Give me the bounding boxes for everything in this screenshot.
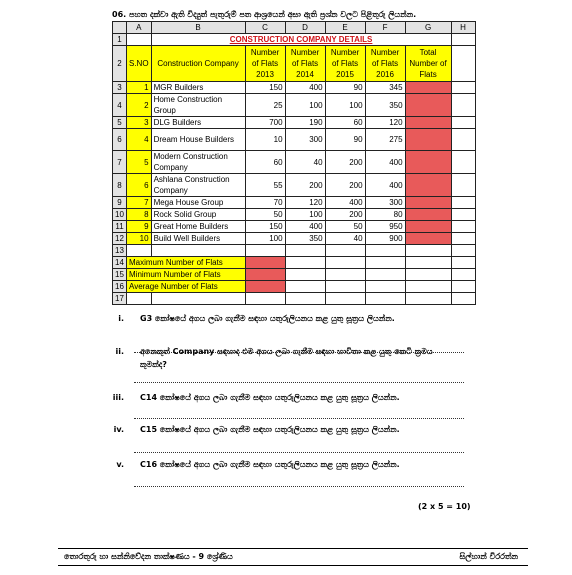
row-header-16[interactable]: 16 bbox=[113, 281, 127, 293]
cell-flats-2014[interactable]: 300 bbox=[285, 129, 325, 151]
cell-company[interactable]: DLG Builders bbox=[151, 117, 245, 129]
cell-flats-2014[interactable]: 100 bbox=[285, 209, 325, 221]
table-row bbox=[113, 174, 476, 197]
cell-flats-2015[interactable]: 50 bbox=[325, 221, 365, 233]
question-text: අනෙකුත් Company සඳහාද එම අගය ලබා ගැනීම සඳහා භාවිතා කළ යුතු කෙටි ක්‍රමය කුමක්ද? bbox=[140, 347, 433, 369]
column-header-e[interactable]: E bbox=[325, 22, 365, 34]
question-number: iv. bbox=[113, 425, 124, 434]
column-header-g[interactable]: G bbox=[405, 22, 451, 34]
cell-sno[interactable]: 5 bbox=[127, 151, 152, 174]
table-row bbox=[113, 233, 476, 245]
cell-flats-2015[interactable]: 90 bbox=[325, 82, 365, 94]
cell-company[interactable]: Mega House Group bbox=[151, 197, 245, 209]
row-header[interactable]: 6 bbox=[113, 129, 127, 151]
cell-e14[interactable] bbox=[325, 257, 365, 269]
cell-total-flats[interactable] bbox=[405, 151, 451, 174]
summary-row-avg bbox=[113, 281, 476, 293]
page-footer bbox=[58, 548, 528, 566]
cell-a1[interactable] bbox=[127, 34, 152, 46]
row-header[interactable]: 3 bbox=[113, 82, 127, 94]
cell-flats-2013[interactable]: 55 bbox=[245, 174, 285, 197]
cell-e16[interactable] bbox=[325, 281, 365, 293]
row-header-17[interactable]: 17 bbox=[113, 293, 127, 305]
sheet-row-1 bbox=[113, 34, 476, 46]
min-flats-label[interactable]: Minimum Number of Flats bbox=[127, 269, 246, 281]
cell-flats-2013[interactable]: 50 bbox=[245, 209, 285, 221]
cell-company[interactable]: Ashlana Construction Company bbox=[151, 174, 245, 197]
cell-company[interactable]: Home Construction Group bbox=[151, 94, 245, 117]
question-title: 06. පහත දක්වා ඇති විද්‍යුත් පැතුරුම් පත ආශ්‍රයෙන් අසා ඇති ප්‍රශ්න වලට පිළිතුරු ලියන්න. bbox=[112, 10, 417, 19]
cell-total-flats[interactable] bbox=[405, 82, 451, 94]
question-text: G3 කෝෂයේ අගය ලබා ගැනීම සඳහා යතුරුලියනය කළ යුතු සූත්‍රය ලියන්න. bbox=[140, 314, 395, 323]
cell-a17[interactable] bbox=[127, 293, 152, 305]
cell-d16[interactable] bbox=[285, 281, 325, 293]
header-total-flats[interactable]: Total Number of Flats bbox=[405, 46, 451, 82]
footer-subject: තොරතුරු හා සන්නිවේදන තාක්ෂණය - 9 ශ්‍රේණිය bbox=[64, 552, 233, 561]
column-header-b[interactable]: B bbox=[151, 22, 245, 34]
cell-flats-2013[interactable]: 25 bbox=[245, 94, 285, 117]
cell-flats-2014[interactable]: 400 bbox=[285, 221, 325, 233]
max-flats-label[interactable]: Maximum Number of Flats bbox=[127, 257, 246, 269]
row-header[interactable]: 7 bbox=[113, 151, 127, 174]
cell-flats-2014[interactable]: 100 bbox=[285, 94, 325, 117]
cell-total-flats[interactable] bbox=[405, 129, 451, 151]
cell-flats-2014[interactable]: 350 bbox=[285, 233, 325, 245]
cell-total-flats[interactable] bbox=[405, 197, 451, 209]
cell-h[interactable] bbox=[451, 197, 475, 209]
cell-flats-2016[interactable]: 350 bbox=[365, 94, 405, 117]
cell-sno[interactable]: 10 bbox=[127, 233, 152, 245]
cell-flats-2013[interactable]: 150 bbox=[245, 82, 285, 94]
cell-h13[interactable] bbox=[451, 245, 475, 257]
cell-h[interactable] bbox=[451, 94, 475, 117]
cell-flats-2015[interactable]: 90 bbox=[325, 129, 365, 151]
footer-author: සිල්හාන් වීරරත්න bbox=[459, 552, 518, 561]
cell-h14[interactable] bbox=[451, 257, 475, 269]
cell-c15[interactable] bbox=[245, 269, 285, 281]
question-text: C16 කෝෂයේ අගය ලබා ගැනීම සඳහා යතුරුලියනය කළ යුතු සූත්‍රය ලියන්න. bbox=[140, 460, 400, 469]
cell-flats-2013[interactable]: 10 bbox=[245, 129, 285, 151]
cell-total-flats[interactable] bbox=[405, 233, 451, 245]
cell-flats-2016[interactable]: 345 bbox=[365, 82, 405, 94]
row-header-14[interactable]: 14 bbox=[113, 257, 127, 269]
row-header[interactable]: 5 bbox=[113, 117, 127, 129]
cell-h17[interactable] bbox=[451, 293, 475, 305]
cell-g17[interactable] bbox=[405, 293, 451, 305]
column-header-h[interactable]: H bbox=[451, 22, 475, 34]
cell-flats-2016[interactable]: 120 bbox=[365, 117, 405, 129]
cell-total-flats[interactable] bbox=[405, 174, 451, 197]
question-text: C14 කෝෂයේ අගය ලබා ගැනීම සඳහා යතුරුලියනය කළ යුතු සූත්‍රය ලියන්න. bbox=[140, 393, 400, 402]
cell-flats-2013[interactable]: 60 bbox=[245, 151, 285, 174]
cell-total-flats[interactable] bbox=[405, 94, 451, 117]
cell-a13[interactable] bbox=[127, 245, 152, 257]
cell-flats-2013[interactable]: 70 bbox=[245, 197, 285, 209]
column-header-f[interactable]: F bbox=[365, 22, 405, 34]
table-row bbox=[113, 221, 476, 233]
question-number: i. bbox=[118, 314, 124, 323]
cell-c17[interactable] bbox=[245, 293, 285, 305]
header-flats-2013[interactable]: Number of Flats 2013 bbox=[245, 46, 285, 82]
header-flats-2016[interactable]: Number of Flats 2016 bbox=[365, 46, 405, 82]
header-row bbox=[113, 46, 476, 82]
cell-g13[interactable] bbox=[405, 245, 451, 257]
cell-d17[interactable] bbox=[285, 293, 325, 305]
sheet-row-13 bbox=[113, 245, 476, 257]
cell-h[interactable] bbox=[451, 151, 475, 174]
question-number: iii. bbox=[112, 393, 124, 402]
cell-flats-2014[interactable]: 190 bbox=[285, 117, 325, 129]
cell-h2[interactable] bbox=[451, 46, 475, 82]
cell-c16[interactable] bbox=[245, 281, 285, 293]
cell-f16[interactable] bbox=[365, 281, 405, 293]
row-header[interactable]: 11 bbox=[113, 221, 127, 233]
cell-flats-2016[interactable]: 400 bbox=[365, 151, 405, 174]
cell-total-flats[interactable] bbox=[405, 221, 451, 233]
cell-sno[interactable]: 2 bbox=[127, 94, 152, 117]
cell-h[interactable] bbox=[451, 209, 475, 221]
cell-e17[interactable] bbox=[325, 293, 365, 305]
table-row bbox=[113, 117, 476, 129]
answer-line[interactable] bbox=[134, 452, 464, 453]
row-header[interactable]: 9 bbox=[113, 197, 127, 209]
cell-total-flats[interactable] bbox=[405, 117, 451, 129]
cell-d14[interactable] bbox=[285, 257, 325, 269]
header-company[interactable]: Construction Company bbox=[151, 46, 245, 82]
cell-flats-2015[interactable]: 100 bbox=[325, 94, 365, 117]
question-number: ii. bbox=[115, 347, 124, 356]
cell-flats-2014[interactable]: 200 bbox=[285, 174, 325, 197]
row-header[interactable]: 4 bbox=[113, 94, 127, 117]
cell-f13[interactable] bbox=[365, 245, 405, 257]
cell-h[interactable] bbox=[451, 117, 475, 129]
select-all-corner[interactable] bbox=[113, 22, 127, 34]
cell-d15[interactable] bbox=[285, 269, 325, 281]
question-number: v. bbox=[116, 460, 124, 469]
cell-g15[interactable] bbox=[405, 269, 451, 281]
cell-company[interactable]: Build Well Builders bbox=[151, 233, 245, 245]
cell-company[interactable]: Dream House Builders bbox=[151, 129, 245, 151]
cell-flats-2014[interactable]: 400 bbox=[285, 82, 325, 94]
table-row bbox=[113, 209, 476, 221]
cell-sno[interactable]: 6 bbox=[127, 174, 152, 197]
cell-flats-2015[interactable]: 60 bbox=[325, 117, 365, 129]
table-row bbox=[113, 129, 476, 151]
cell-flats-2016[interactable]: 900 bbox=[365, 233, 405, 245]
sheet-row-17 bbox=[113, 293, 476, 305]
cell-b17[interactable] bbox=[151, 293, 245, 305]
cell-sno[interactable]: 3 bbox=[127, 117, 152, 129]
cell-d13[interactable] bbox=[285, 245, 325, 257]
summary-row-max bbox=[113, 257, 476, 269]
cell-flats-2016[interactable]: 950 bbox=[365, 221, 405, 233]
cell-c13[interactable] bbox=[245, 245, 285, 257]
cell-flats-2016[interactable]: 80 bbox=[365, 209, 405, 221]
cell-flats-2013[interactable]: 700 bbox=[245, 117, 285, 129]
header-sno[interactable]: S.NO bbox=[127, 46, 152, 82]
cell-sno[interactable]: 4 bbox=[127, 129, 152, 151]
cell-sno[interactable]: 7 bbox=[127, 197, 152, 209]
cell-f15[interactable] bbox=[365, 269, 405, 281]
cell-c14[interactable] bbox=[245, 257, 285, 269]
cell-h16[interactable] bbox=[451, 281, 475, 293]
answer-line[interactable] bbox=[134, 486, 464, 487]
cell-flats-2016[interactable]: 300 bbox=[365, 197, 405, 209]
column-header-d[interactable]: D bbox=[285, 22, 325, 34]
cell-flats-2015[interactable]: 40 bbox=[325, 233, 365, 245]
avg-flats-label[interactable]: Average Number of Flats bbox=[127, 281, 246, 293]
question-text: C15 කෝෂයේ අගය ලබා ගැනීම සඳහා යතුරුලියනය කළ යුතු සූත්‍රය ලියන්න. bbox=[140, 425, 400, 434]
cell-company[interactable]: Great Home Builders bbox=[151, 221, 245, 233]
cell-flats-2014[interactable]: 40 bbox=[285, 151, 325, 174]
cell-b13[interactable] bbox=[151, 245, 245, 257]
row-header[interactable]: 12 bbox=[113, 233, 127, 245]
cell-sno[interactable]: 8 bbox=[127, 209, 152, 221]
column-header-a[interactable]: A bbox=[127, 22, 152, 34]
cell-h[interactable] bbox=[451, 129, 475, 151]
row-header[interactable]: 8 bbox=[113, 174, 127, 197]
cell-sno[interactable]: 9 bbox=[127, 221, 152, 233]
cell-flats-2015[interactable]: 200 bbox=[325, 174, 365, 197]
cell-company[interactable]: Modern Construction Company bbox=[151, 151, 245, 174]
cell-sno[interactable]: 1 bbox=[127, 82, 152, 94]
cell-flats-2013[interactable]: 100 bbox=[245, 233, 285, 245]
table-row bbox=[113, 94, 476, 117]
table-row bbox=[113, 197, 476, 209]
answer-line[interactable] bbox=[134, 382, 464, 383]
cell-h[interactable] bbox=[451, 82, 475, 94]
cell-company[interactable]: MGR Builders bbox=[151, 82, 245, 94]
row-header-15[interactable]: 15 bbox=[113, 269, 127, 281]
cell-flats-2015[interactable]: 200 bbox=[325, 151, 365, 174]
column-header-row bbox=[113, 22, 476, 34]
summary-row-min bbox=[113, 269, 476, 281]
row-header[interactable]: 10 bbox=[113, 209, 127, 221]
answer-line[interactable] bbox=[134, 418, 464, 419]
cell-f17[interactable] bbox=[365, 293, 405, 305]
cell-g14[interactable] bbox=[405, 257, 451, 269]
row-header-13[interactable]: 13 bbox=[113, 245, 127, 257]
row-header-1[interactable]: 1 bbox=[113, 34, 127, 46]
cell-e15[interactable] bbox=[325, 269, 365, 281]
marks-allocation: (2 x 5 = 10) bbox=[418, 502, 471, 511]
cell-e13[interactable] bbox=[325, 245, 365, 257]
table-row bbox=[113, 151, 476, 174]
table-title-cell[interactable]: CONSTRUCTION COMPANY DETAILS bbox=[151, 34, 451, 46]
cell-flats-2016[interactable]: 400 bbox=[365, 174, 405, 197]
cell-flats-2014[interactable]: 120 bbox=[285, 197, 325, 209]
cell-f14[interactable] bbox=[365, 257, 405, 269]
spreadsheet-table bbox=[112, 21, 476, 305]
column-header-c[interactable]: C bbox=[245, 22, 285, 34]
cell-h15[interactable] bbox=[451, 269, 475, 281]
cell-h[interactable] bbox=[451, 221, 475, 233]
cell-flats-2013[interactable]: 150 bbox=[245, 221, 285, 233]
cell-flats-2015[interactable]: 200 bbox=[325, 209, 365, 221]
cell-h1[interactable] bbox=[451, 34, 475, 46]
cell-g16[interactable] bbox=[405, 281, 451, 293]
header-flats-2015[interactable]: Number of Flats 2015 bbox=[325, 46, 365, 82]
cell-flats-2015[interactable]: 400 bbox=[325, 197, 365, 209]
row-header-2[interactable]: 2 bbox=[113, 46, 127, 82]
cell-flats-2016[interactable]: 275 bbox=[365, 129, 405, 151]
table-row bbox=[113, 82, 476, 94]
cell-h[interactable] bbox=[451, 233, 475, 245]
cell-company[interactable]: Rock Solid Group bbox=[151, 209, 245, 221]
header-flats-2014[interactable]: Number of Flats 2014 bbox=[285, 46, 325, 82]
cell-h[interactable] bbox=[451, 174, 475, 197]
cell-total-flats[interactable] bbox=[405, 209, 451, 221]
